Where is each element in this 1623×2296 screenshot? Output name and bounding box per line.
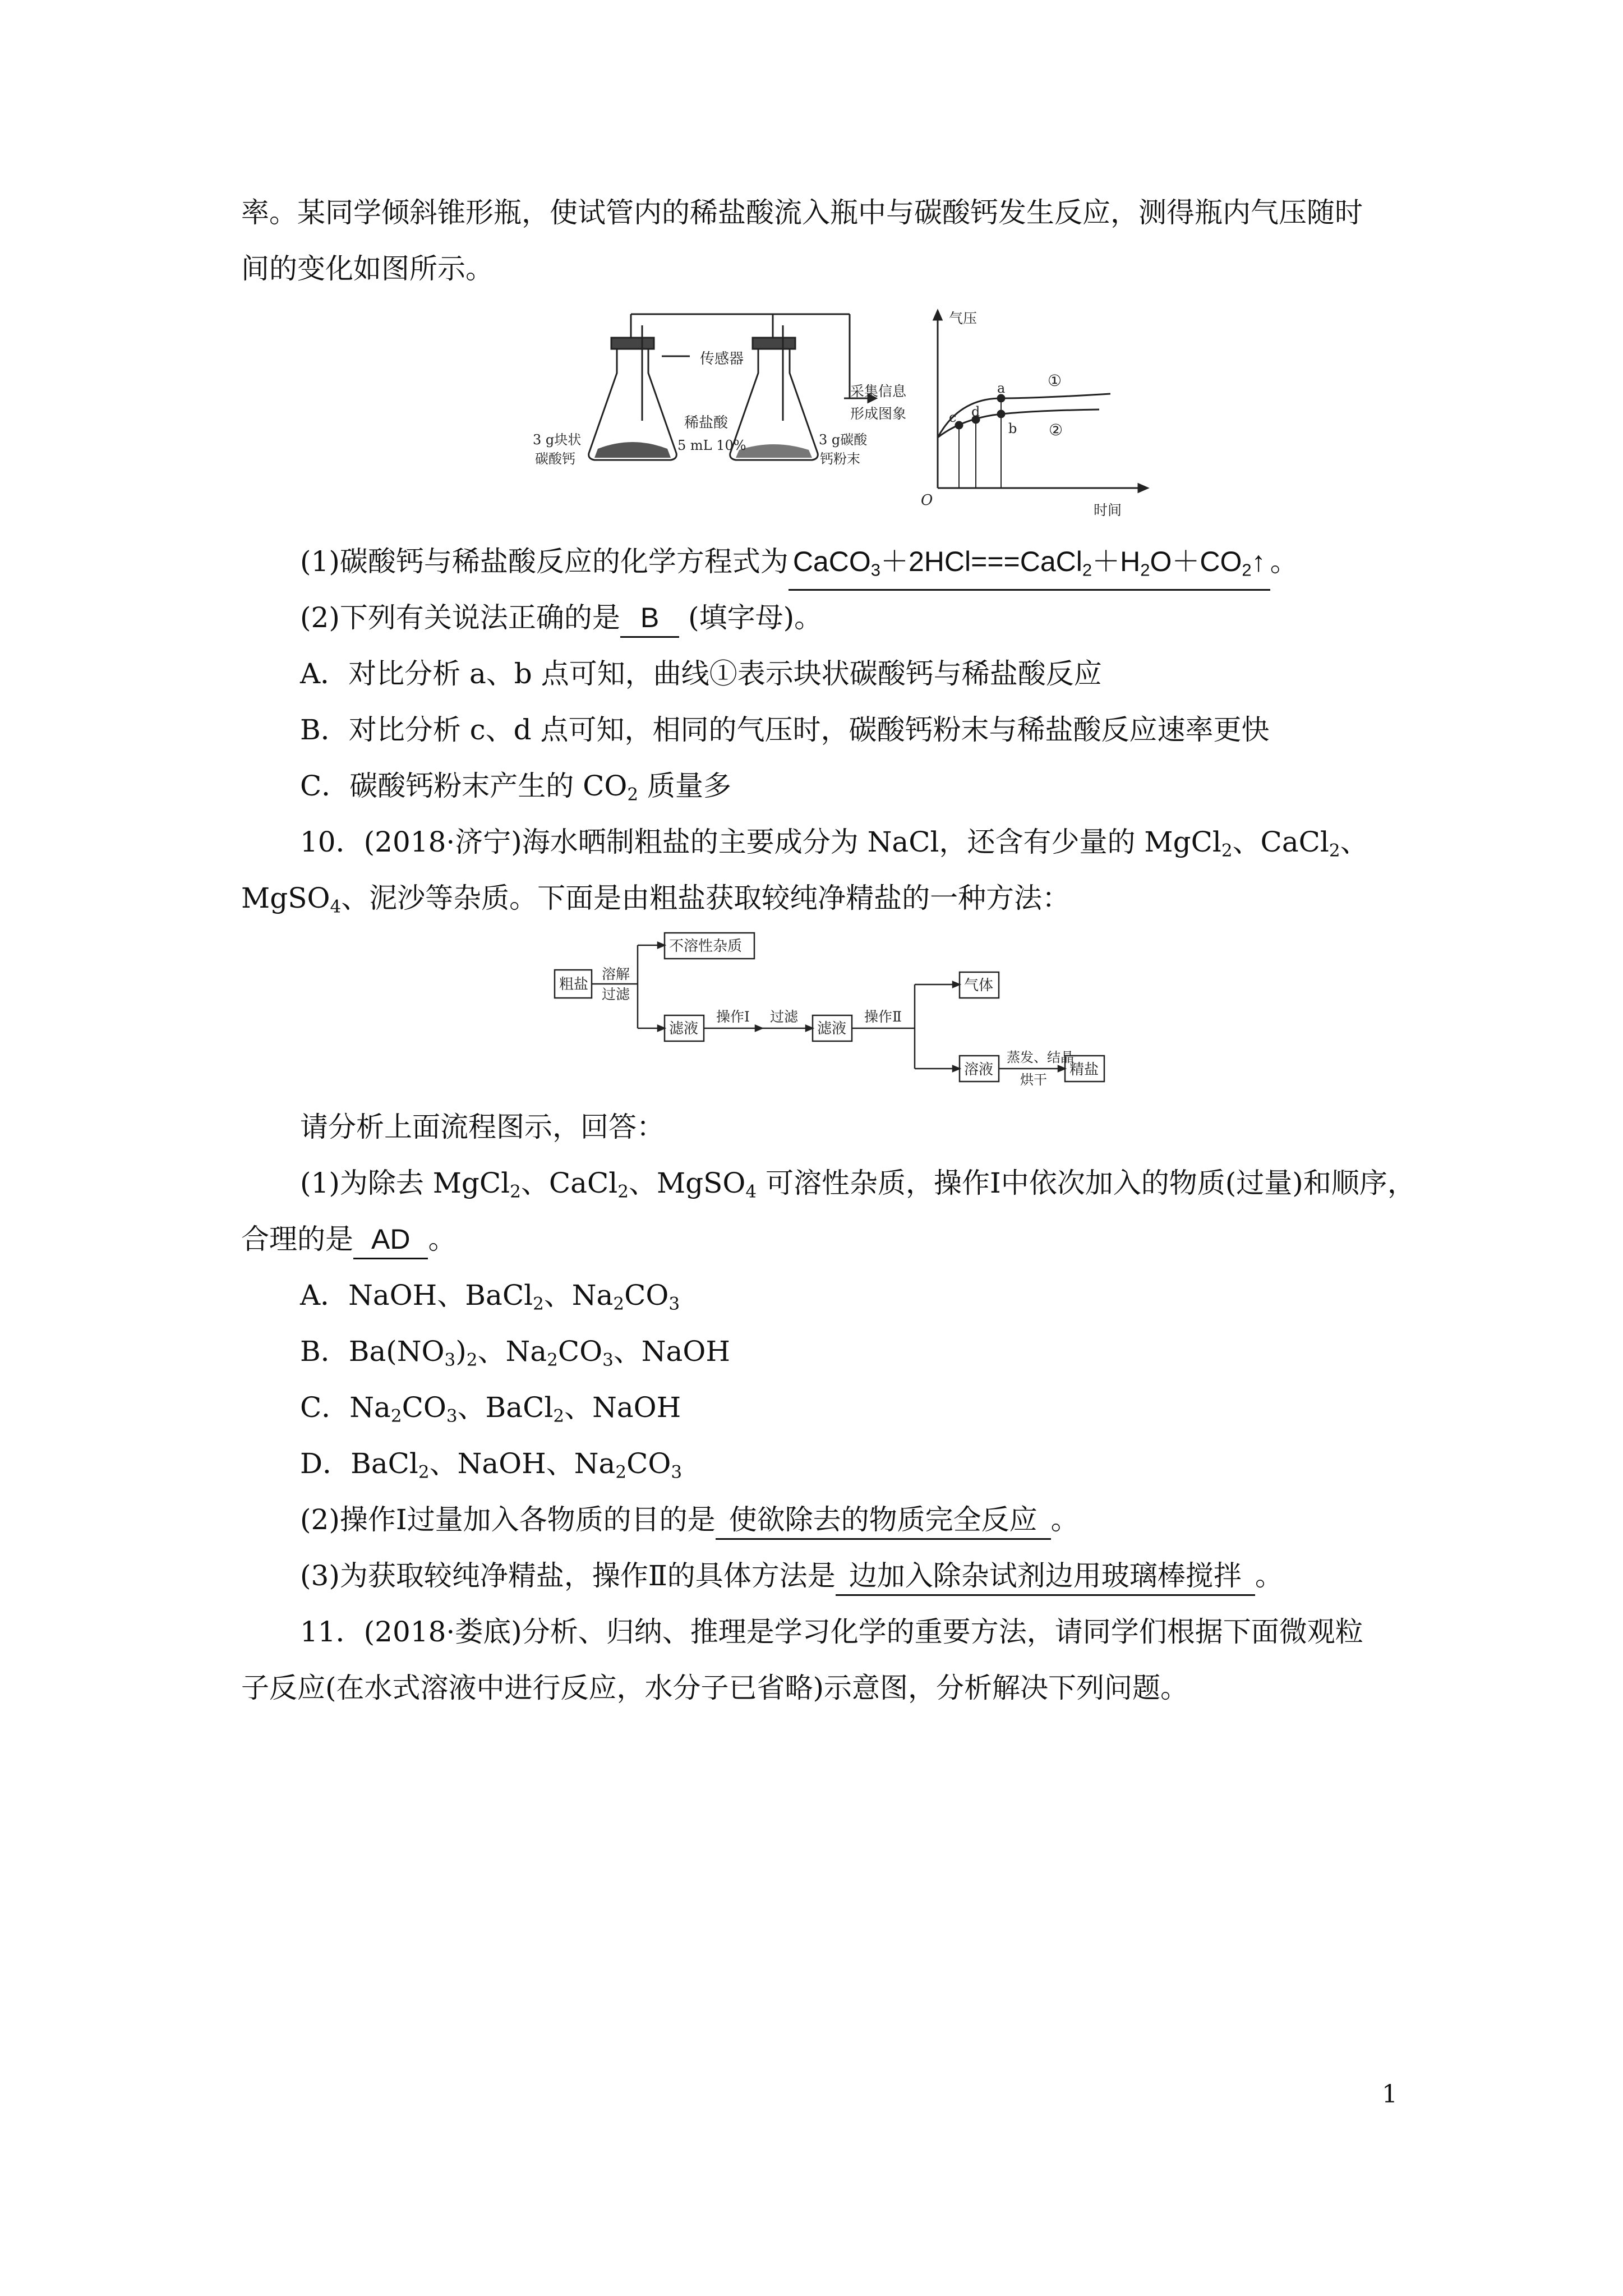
crude-salt-label: 粗盐 (559, 976, 589, 993)
q10-part1-line-1: (1)为除去 MgCl$_2$、CaCl$_2$、MgSO$_4$ 可溶性杂质，操作Ⅰ中依次加入的物质(过量)和顺序， (300, 1167, 1415, 1202)
gas-label: 气体 (964, 977, 994, 994)
sensor-label: 传感器 (700, 351, 744, 367)
acid-label: 稀盐酸 (684, 415, 728, 431)
origin-label: O (921, 492, 933, 509)
q9-part1: (1)碳酸钙与稀盐酸反应的化学方程式为 $CaCO_3+2HCl===CaCl_2+H_2O+CO_2↑$ 。 (300, 543, 1298, 591)
pressure-graph (934, 311, 1147, 492)
curve-1 (938, 394, 1110, 438)
filter-label: 过滤 (602, 986, 630, 1002)
q10-part1-line-2: 合理的是 AD 。 (241, 1221, 456, 1259)
left-sample-label-2: 碳酸钙 (535, 451, 575, 467)
q9-option-b: B．对比分析 c、d 点可知，相同的气压时，碳酸钙粉末与稀盐酸反应速率更快 (300, 714, 1270, 746)
q9-part2-answer: B (620, 599, 679, 638)
curve-2-label: ② (1049, 421, 1063, 439)
q10-option-a: A．NaOH、BaCl$_2$、$Na_2CO_3$ (300, 1279, 680, 1314)
q10-part2-answer: 使欲除去的物质完全反应 (716, 1501, 1051, 1540)
point-d-label: d (971, 404, 980, 420)
point-b-label: b (1008, 421, 1017, 436)
page-number: 1 (1382, 2080, 1398, 2109)
left-sample-label-1: 3 g块状 (533, 432, 582, 448)
q10-part2: (2)操作Ⅰ过量加入各物质的目的是 使欲除去的物质完全反应 。 (300, 1501, 1079, 1540)
q10-part3: (3)为获取较纯净精盐，操作Ⅱ的具体方法是 边加入除杂试剂边用玻璃棒搅拌 。 (300, 1557, 1283, 1596)
q10-stem-line-2: MgSO$_4$、泥沙等杂质。下面是由粗盐获取较纯净精盐的一种方法： (241, 882, 1071, 917)
q10-stem-line-1: 10．(2018·济宁)海水晒制粗盐的主要成分为 NaCl，还含有少量的 MgCl$_2$、CaCl$_2$、 (300, 826, 1368, 861)
refined-salt-label: 精盐 (1069, 1061, 1099, 1078)
curve-1-label: ① (1048, 371, 1062, 390)
q9-part1-answer: $CaCO_3+2HCl===CaCl_2+H_2O+CO_2↑$ (789, 543, 1270, 591)
operation2-label: 操作Ⅱ (864, 1009, 902, 1025)
point-a-label: a (997, 380, 1006, 396)
solution-label: 溶液 (964, 1061, 994, 1078)
q9-option-a: A．对比分析 a、b 点可知，曲线①表示块状碳酸钙与稀盐酸反应 (300, 657, 1102, 690)
q9-part2: (2)下列有关说法正确的是 B (填字母)。 (300, 599, 822, 638)
q11-stem-line-1: 11．(2018·娄底)分析、归纳、推理是学习化学的重要方法，请同学们根据下面微观粒 (300, 1616, 1363, 1648)
q10-option-b: B．$Ba(NO_3)_2$、$Na_2CO_3$、NaOH (300, 1335, 730, 1370)
q10-part3-answer: 边加入除杂试剂边用玻璃棒搅拌 (836, 1557, 1255, 1596)
right-sample-label-2: 钙粉末 (820, 451, 860, 467)
right-sample-label-1: 3 g碳酸 (819, 432, 868, 448)
y-axis-label: 气压 (949, 310, 978, 326)
filtrate1-label: 滤液 (669, 1020, 699, 1037)
q10-prompt: 请分析上面流程图示，回答： (300, 1111, 665, 1143)
point-c-label: c (949, 409, 957, 425)
collect-label-1: 采集信息 (850, 383, 907, 399)
q10-option-c: C．$Na_2CO_3$、BaCl$_2$、NaOH (300, 1391, 681, 1427)
q9-option-c: C．碳酸钙粉末产生的 $CO_2$ 质量多 (300, 770, 732, 805)
q11-stem-line-2: 子反应(在水式溶液中进行反应，水分子已省略)示意图，分析解决下列问题。 (241, 1672, 1189, 1704)
collect-label-2: 形成图象 (850, 406, 907, 422)
dry-label: 烘干 (1020, 1072, 1047, 1088)
q10-option-d: D．BaCl$_2$、NaOH、$Na_2CO_3$ (300, 1447, 683, 1483)
salt-purification-flowchart (552, 928, 1141, 1091)
evaporate-label: 蒸发、结晶 (1007, 1050, 1074, 1065)
pressure-experiment-figure (533, 303, 1161, 527)
x-axis-label: 时间 (1094, 502, 1122, 518)
dissolve-label: 溶解 (602, 966, 630, 982)
operation1-label: 操作Ⅰ (716, 1009, 750, 1025)
filter2-label: 过滤 (770, 1009, 799, 1025)
filtrate2-label: 滤液 (817, 1020, 847, 1037)
intro-line-2: 间的变化如图所示。 (241, 252, 494, 285)
insoluble-label: 不溶性杂质 (669, 938, 743, 955)
q10-part1-answer: AD (353, 1221, 428, 1259)
flask-left (589, 314, 677, 460)
acid-volume-label: 5 mL 10% (677, 438, 746, 453)
intro-line-1: 率。某同学倾斜锥形瓶，使试管内的稀盐酸流入瓶中与碳酸钙发生反应，测得瓶内气压随时 (241, 196, 1363, 229)
